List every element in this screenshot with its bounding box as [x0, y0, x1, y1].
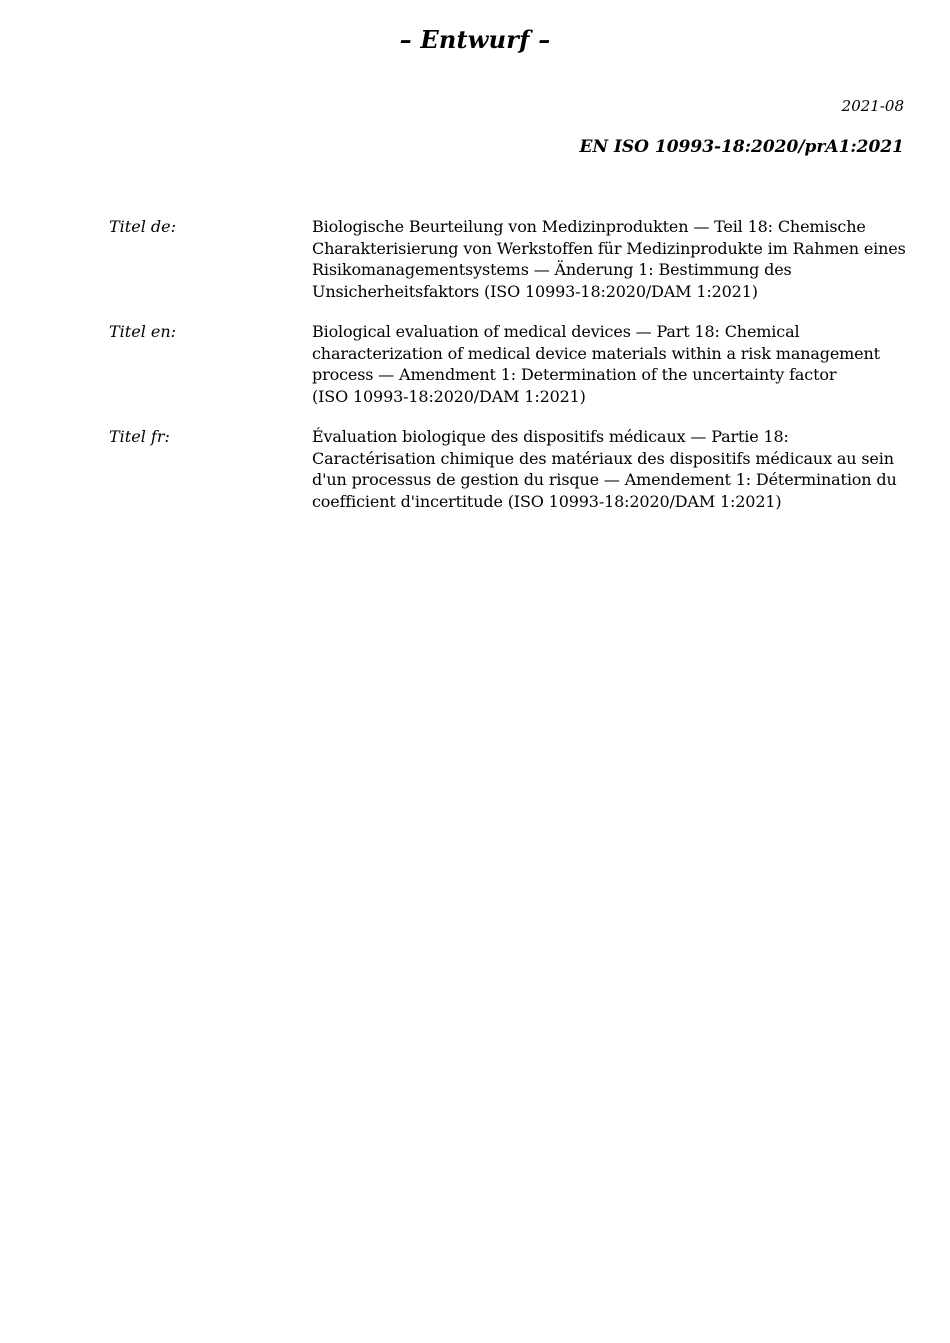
title-row-de	[109, 216, 909, 302]
title-row-en	[109, 321, 909, 407]
title-label-de: Titel de:	[109, 217, 176, 236]
draft-header: – Entwurf –	[399, 25, 551, 54]
title-text-en: Biological evaluation of medical devices — Part 18: Chemical characterization of medical device materials within a risk management process — Amendment 1: Determination of the uncertainty factor (ISO 10993-18:2020/DAM 1:2021)	[312, 322, 880, 406]
title-text-de: Biologische Beurteilung von Medizinprodukten — Teil 18: Chemische Charakterisierung von Werkstoffen für Medizinprodukte im Rahmen eines Risikomanagementsystems — Änderung 1: Bestimmung des Unsicherheitsfaktors (ISO 10993-18:2020/DAM 1:2021)	[312, 217, 906, 301]
title-label-fr: Titel fr:	[109, 427, 170, 446]
titles-section	[109, 216, 909, 531]
document-date: 2021-08	[841, 97, 904, 115]
title-label-en: Titel en:	[109, 322, 177, 341]
document-number: EN ISO 10993-18:2020/prA1:2021	[579, 137, 904, 157]
title-text-fr: Évaluation biologique des dispositifs médicaux — Partie 18: Caractérisation chimique des matériaux des dispositifs médicaux au sein d'un processus de gestion du risque — Amendement 1: Détermination du coefficient d'incertitude (ISO 10993-18:2020/DAM 1:2021)	[312, 427, 897, 511]
title-row-fr	[109, 426, 909, 512]
